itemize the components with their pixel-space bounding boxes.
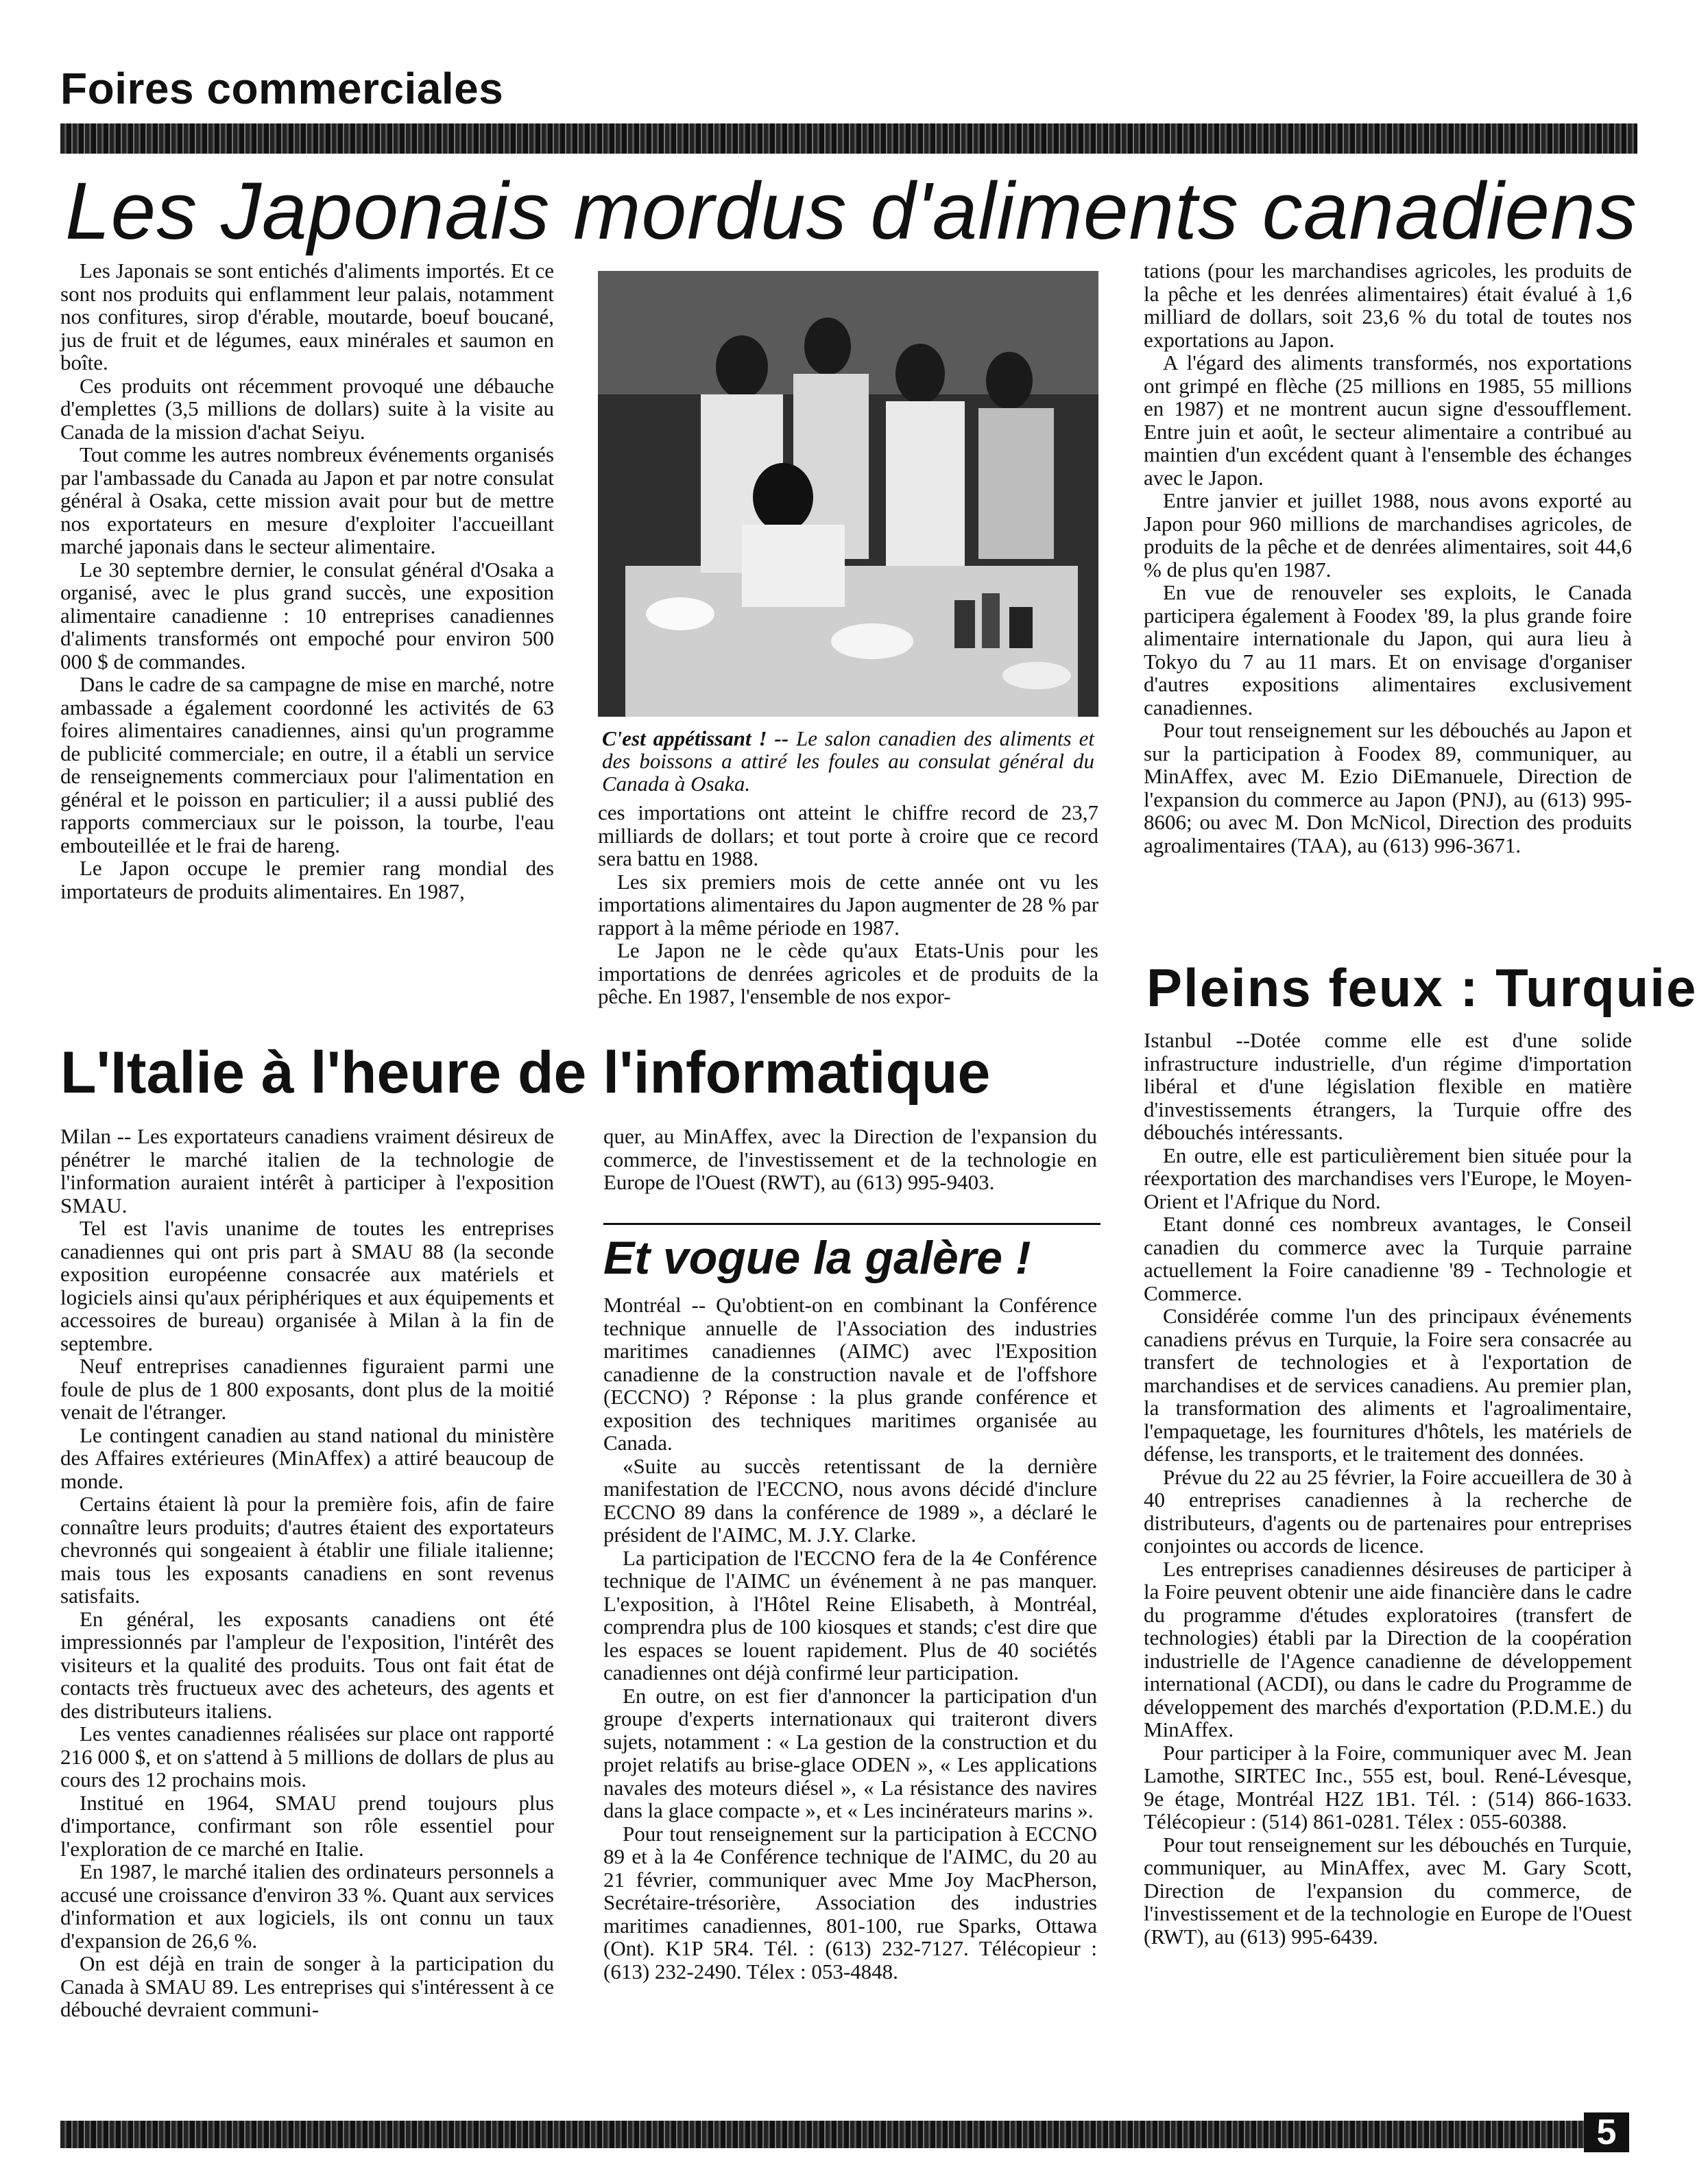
paragraph: Les Japonais se sont entichés d'aliments importés. Et ce sont nos produits qui enflamment leur palais, notamment nos confitures, sirop d'érable, moutarde, boeuf boucané, jus de fruit et de légumes, eaux minérales et saumon en boîte. bbox=[60, 259, 554, 374]
paragraph: La participation de l'ECCNO fera de la 4e Conférence technique de l'AIMC un événement à ne pas manquer. L'exposition, à l'Hôtel Reine Elisabeth, à Montréal, comprendra plus de 100 kiosques et stands; c'est dire que les espaces se louent rapidement. Plus de 40 sociétés canadiennes ont déjà confirmé leur participation. bbox=[603, 1545, 1097, 1684]
page-number: 5 bbox=[1584, 2112, 1629, 2152]
paragraph: Dans le cadre de sa campagne de mise en marché, notre ambassade a également coordonné les activités de 63 foires alimentaires canadiennes, ainsi qu'un programme de publicité commerciale; en outre, il a établi un service de renseignements commerciaux pour l'alimentation en général et le poisson en particulier; il a aussi publié des rapports commerciaux sur le poisson, la tourbe, l'eau embouteillée et le frai de hareng. bbox=[60, 672, 554, 857]
paragraph: Pour tout renseignement sur la participation à ECCNO 89 et à la 4e Conférence technique de l'AIMC, du 20 au 21 février, communiquer avec Mme Joy MacPherson, Secrétaire-trésorière, Association des industries maritimes canadiennes, 801-100, rue Sparks, Ottawa (Ont). K1P 5R4. Tél. : (613) 232-7127. Télécopieur : (613) 232-2490. Télex : 053-4848. bbox=[603, 1821, 1097, 1984]
turquie-headline: Pleins feux : Turquie bbox=[1146, 957, 1698, 1018]
paragraph: ces importations ont atteint le chiffre record de 23,7 milliards de dollars; et tout porte à croire que ce record sera battu en 1988. bbox=[598, 800, 1098, 870]
paragraph: Institué en 1964, SMAU prend toujours plus d'importance, confirmant son rôle essentiel pour l'exploration de ce marché en Italie. bbox=[60, 1790, 554, 1861]
italie-column-1 bbox=[60, 1125, 554, 2021]
paragraph: Pour tout renseignement sur les débouchés au Japon et sur la participation à Foodex 89, communiquer, au MinAffex, avec M. Ezio DiEmanuele, Direction de l'expansion du commerce au Japon (PNJ), au (613) 995-8606; ou avec M. Don McNicol, Direction des produits agroalimentaires (TAA), au (613) 996-3671. bbox=[1144, 718, 1632, 857]
paragraph: Pour participer à la Foire, communiquer avec M. Jean Lamothe, SIRTEC Inc., 555 est, boul. René-Lévesque, 9e étage, Montréal H2Z 1B1. Tél. : (514) 866-1633. Télécopieur : (514) 861-0281. Télex : 055-60388. bbox=[1144, 1740, 1632, 1833]
vogue-headline: Et vogue la galère ! bbox=[603, 1232, 1031, 1284]
footer-rule bbox=[60, 2121, 1596, 2148]
paragraph: En 1987, le marché italien des ordinateurs personnels a accusé une croissance d'environ 33 %. Quant aux services d'information et aux logiciels, ils ont connu un taux d'expansion de 26,6 %. bbox=[60, 1859, 554, 1953]
japon-column-1 bbox=[60, 259, 554, 903]
paragraph: Le contingent canadien au stand national du ministère des Affaires extérieures (MinAffex) a attiré beaucoup de monde. bbox=[60, 1422, 554, 1493]
italie-column-2 bbox=[603, 1125, 1097, 1194]
paragraph: Prévue du 22 au 25 février, la Foire accueillera de 30 à 40 entreprises canadiennes à la recherche de distributeurs, d'agents ou de partenaires pour entreprises conjointes ou accords de licence. bbox=[1144, 1464, 1632, 1558]
paragraph: Neuf entreprises canadiennes figuraient parmi une foule de plus de 1 800 exposants, dont plus de la moitié venait de l'étranger. bbox=[60, 1354, 554, 1424]
paragraph: Le Japon occupe le premier rang mondial des importateurs de produits alimentaires. En 1987, bbox=[60, 856, 554, 903]
section-label: Foires commerciales bbox=[60, 64, 504, 113]
news-photo bbox=[598, 271, 1098, 717]
paragraph: Certains étaient là pour la première fois, afin de faire connaître leurs produits; d'autres étaient des exportateurs chevronnés qui songeaient à établir une filiale italienne; mais tous les exposants canadiens en sont revenus satisfaits. bbox=[60, 1492, 554, 1608]
paragraph: Istanbul --Dotée comme elle est d'une solide infrastructure industrielle, d'un régime d'importation libéral et d'une législation flexible en matière d'investissements étrangers, la Turquie offre des débouchés intéressants. bbox=[1144, 1028, 1632, 1144]
japon-column-3 bbox=[1144, 259, 1632, 857]
photo-illustration bbox=[598, 271, 1098, 717]
paragraph: Entre janvier et juillet 1988, nous avons exporté au Japon pour 960 millions de marchandises agricoles, de produits de la pêche et de denrées alimentaires, soit 44,6 % de plus qu'en 1987. bbox=[1144, 488, 1632, 582]
paragraph: Ces produits ont récemment provoqué une débauche d'emplettes (3,5 millions de dollars) suite à la visite au Canada de la mission d'achat Seiyu. bbox=[60, 373, 554, 444]
column-divider bbox=[603, 1223, 1100, 1225]
caption-lead: C'est appétissant ! -- bbox=[602, 726, 789, 750]
paragraph: En outre, on est fier d'annoncer la participation d'un groupe d'experts internationaux qui traiteront divers sujets, notamment : « La gestion de la construction et du projet relatifs au brise-glace ODEN », « Les applications navales des moteurs diésel », « La résistance des navires dans la glace compacte », et « Les incinérateurs marins ». bbox=[603, 1683, 1097, 1822]
paragraph: Pour tout renseignement sur les débouchés en Turquie, communiquer, au MinAffex, avec M. Gary Scott, Direction de l'expansion du commerce, de l'investissement et de la technologie en Europe de l'Ouest (RWT), au (613) 995-6439. bbox=[1144, 1832, 1632, 1949]
paragraph: quer, au MinAffex, avec la Direction de l'expansion du commerce, de l'investissement et de la technologie en Europe de l'Ouest (RWT), au (613) 995-9403. bbox=[603, 1124, 1097, 1194]
paragraph: Tout comme les autres nombreux événements organisés par l'ambassade du Canada au Japon et par notre consulat général à Osaka, cette mission avait pour but de mettre nos exportateurs en mesure d'exploiter l'accueillant marché japonais dans le secteur alimentaire. bbox=[60, 442, 554, 558]
paragraph: En général, les exposants canadiens ont été impressionnés par l'ampleur de l'exposition, l'intérêt des visiteurs et la qualité des produits. Tous ont fait état de contacts très fructueux avec des acheteurs, des agents et des distributeurs italiens. bbox=[60, 1606, 554, 1723]
paragraph: A l'égard des aliments transformés, nos exportations ont grimpé en flèche (25 millions en 1985, 55 millions en 1987) et ne montrent aucun signe d'essoufflement. Entre juin et août, le secteur alimentaire a contribué au maintien d'un excédent quant à l'ensemble des échanges avec le Japon. bbox=[1144, 350, 1632, 490]
paragraph: «Suite au succès retentissant de la dernière manifestation de l'ECCNO, nous avons décidé d'inclure ECCNO 89 dans la conférence de 1989 », a déclaré le président de l'AIMC, M. J.Y. Clarke. bbox=[603, 1453, 1097, 1547]
paragraph: Tel est l'avis unanime de toutes les entreprises canadiennes qui ont pris part à SMAU 88 (la seconde exposition européenne consacrée aux matériels et logiciels ainsi qu'aux périphériques et aux équipements et accessoires de bureau) organisée à Milan à la fin de septembre. bbox=[60, 1216, 554, 1355]
photo-caption bbox=[602, 727, 1094, 795]
paragraph: En outre, elle est particulièrement bien située pour la réexportation des marchandises vers l'Europe, le Moyen-Orient et l'Afrique du Nord. bbox=[1144, 1143, 1632, 1213]
paragraph: Le Japon ne le cède qu'aux Etats-Unis pour les importations de denrées agricoles et de produits de la pêche. En 1987, l'ensemble de nos expor- bbox=[598, 938, 1098, 1008]
paragraph: Les six premiers mois de cette année ont vu les importations alimentaires du Japon augmenter de 28 % par rapport à la même période en 1987. bbox=[598, 869, 1099, 940]
page-headline: Les Japonais mordus d'aliments canadiens bbox=[65, 166, 1637, 257]
turquie-column bbox=[1144, 1029, 1632, 1948]
paragraph: En vue de renouveler ses exploits, le Canada participera également à Foodex '89, la plus grande foire alimentaire internationale du Japon, qui aura lieu à Tokyo du 7 au 11 mars. Et on envisage d'organiser d'autres expositions alimentaires exclusivement canadiennes. bbox=[1144, 580, 1632, 719]
paragraph: Montréal -- Qu'obtient-on en combinant la Conférence technique annuelle de l'Association des industries maritimes canadiennes (AIMC) avec l'Exposition canadienne de la construction navale et de l'offshore (ECCNO) ? Réponse : la plus grande conférence et exposition des techniques maritimes organisée au Canada. bbox=[603, 1293, 1097, 1455]
paragraph: tations (pour les marchandises agricoles, les produits de la pêche et les denrées alimentaires) était évalué à 1,6 milliard de dollars, soit 23,6 % du total de toutes nos exportations au Japon. bbox=[1144, 259, 1632, 352]
paragraph: On est déjà en train de songer à la participation du Canada à SMAU 89. Les entreprises qui s'intéressent à ce débouché devraient communi- bbox=[60, 1951, 554, 2021]
caption-text: Le salon canadien des aliments et des boissons a attiré les foules au consulat général du Canada à Osaka. bbox=[602, 726, 1095, 796]
paragraph: Etant donné ces nombreux avantages, le Conseil canadien du commerce avec la Turquie parraine actuellement la Foire canadienne '89 - Technologie et Commerce. bbox=[1144, 1212, 1632, 1305]
paragraph: Les ventes canadiennes réalisées sur place ont rapporté 216 000 $, et on s'attend à 5 millions de dollars de plus au cours des 12 prochains mois. bbox=[60, 1722, 554, 1791]
japon-column-2 bbox=[598, 801, 1098, 1008]
paragraph: Les entreprises canadiennes désireuses de participer à la Foire peuvent obtenir une aide financière dans le cadre du programme d'études exploratoires (transfert de technologies) établi par la Direction de la coopération industrielle de l'Agence canadienne de développement international (ACDI), ou dans le cadre du Programme de développement des marchés d'exportation (P.D.M.E.) du MinAffex. bbox=[1144, 1556, 1632, 1741]
paragraph: Milan -- Les exportateurs canadiens vraiment désireux de pénétrer le marché italien de la technologie de l'information auraient intérêt à participer à l'exposition SMAU. bbox=[60, 1124, 554, 1217]
vogue-column bbox=[603, 1294, 1097, 1983]
italie-headline: L'Italie à l'heure de l'informatique bbox=[60, 1040, 991, 1106]
paragraph: Le 30 septembre dernier, le consulat général d'Osaka a organisé, avec le plus grand succès, une exposition alimentaire canadienne : 10 entreprises canadiennes d'aliments transformés ont empoché pour environ 500 000 $ de commandes. bbox=[60, 557, 554, 674]
header-rule bbox=[60, 123, 1637, 154]
paragraph: Considérée comme l'un des principaux événements canadiens prévus en Turquie, la Foire sera consacrée au transfert de technologies et à l'exportation de marchandises et de services canadiens. Au premier plan, la transformation des aliments et l'agroalimentaire, l'empaquetage, les fournitures d'hôtels, les matériels de défense, les transports, et le traitement des données. bbox=[1144, 1304, 1632, 1466]
